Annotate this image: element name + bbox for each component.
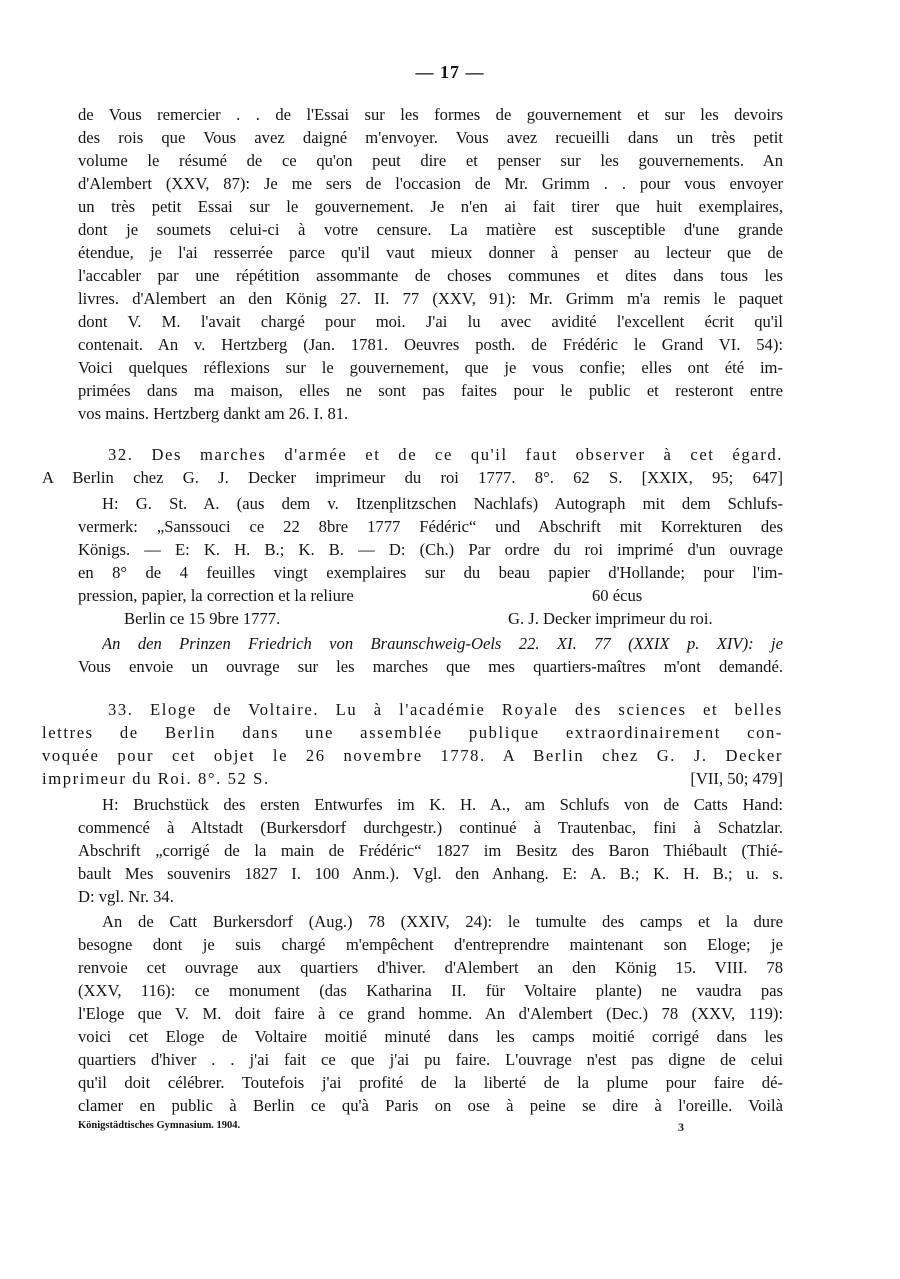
text-line: primées dans ma maison, elles ne sont pas faites pour le public et resteront entre bbox=[78, 381, 783, 400]
footer-publisher: Königstädtisches Gymnasium. 1904. bbox=[78, 1120, 241, 1131]
text-line: dont V. M. l'avait chargé pour moi. J'ai lu avec avidité l'excellent écrit qu'il bbox=[78, 312, 783, 331]
entry-title-line: 33. Eloge de Voltaire. Lu à l'académie Royale des sciences et belles bbox=[108, 700, 783, 719]
text-line: d'Alembert (XXV, 87): Je me sers de l'occasion de Mr. Grimm . . pour vous envoyer bbox=[78, 174, 783, 193]
date-line: Berlin ce 15 9bre 1777. bbox=[124, 609, 281, 628]
text-line: livres. d'Alembert an den König 27. II. 77 (XXV, 91): Mr. Grimm m'a remis le paquet bbox=[78, 289, 783, 308]
text-line: vos mains. Hertzberg dankt am 26. I. 81. bbox=[78, 404, 349, 423]
text-line: de Vous remercier . . de l'Essai sur les formes de gouvernement et sur les devoirs bbox=[78, 105, 783, 124]
quote-line: An den Prinzen Friedrich von Braunschweig-Oels 22. XI. 77 (XXIX p. XIV): je bbox=[102, 634, 783, 653]
text-line: An de Catt Burkersdorf (Aug.) 78 (XXIV, 24): le tumulte des camps et la dure bbox=[102, 912, 783, 931]
text-line: qu'il doit célébrer. Toutefois j'ai profité de la liberté de la plume pour faire dé- bbox=[78, 1073, 783, 1092]
reference-text: [VII, 50; 479] bbox=[690, 769, 783, 788]
text-line: bault Mes souvenirs 1827 I. 100 Anm.). Vgl. den Anhang. E: A. B.; K. H. B.; u. s. bbox=[78, 864, 783, 883]
text-line: commencé à Altstadt (Burkersdorf durchgestr.) continué à Trautenbac, fini à Schatzlar. bbox=[78, 818, 783, 837]
text-line: quartiers d'hiver . . j'ai fait ce que j'ai pu faire. L'ouvrage n'est pas digne de celui bbox=[78, 1050, 783, 1069]
text-line: renvoie cet ouvrage aux quartiers d'hiver. d'Alembert an den König 15. VIII. 78 bbox=[78, 958, 783, 977]
text-line: clamer en public à Berlin ce qu'à Paris on ose à peine se dire à l'oreille. Voilà bbox=[78, 1096, 783, 1115]
text-line: l'accabler par une répétition assommante de choses communes et dites dans tous les bbox=[78, 266, 783, 285]
entry-title-line: imprimeur du Roi. 8°. 52 S. bbox=[42, 769, 270, 788]
text-line: H: G. St. A. (aus dem v. Itzenplitzschen Nachlafs) Autograph mit dem Schlufs- bbox=[102, 494, 783, 513]
text-line: volume le résumé de ce qu'on peut dire et penser sur les gouvernements. An bbox=[78, 151, 783, 170]
text-line: besogne dont je suis chargé m'empêchent d'entreprendre maintenant son Eloge; je bbox=[78, 935, 783, 954]
text-line: un très petit Essai sur le gouvernement. Je n'en ai fait tirer que huit exemplaires, bbox=[78, 197, 783, 216]
signature-mark: 3 bbox=[678, 1120, 684, 1134]
entry-title-line: A Berlin chez G. J. Decker imprimeur du roi 1777. 8°. 62 S. [XXIX, 95; 647] bbox=[42, 468, 783, 487]
printer-line: G. J. Decker imprimeur du roi. bbox=[508, 609, 713, 628]
text-line: contenait. An v. Hertzberg (Jan. 1781. Oeuvres posth. de Frédéric le Grand VI. 54): bbox=[78, 335, 783, 354]
text-line: Voici quelques réflexions sur le gouvernement, que je vous confie; elles ont été im- bbox=[78, 358, 783, 377]
text-line: étendue, je l'ai resserrée parce qu'il vaut mieux donner à penser au lecteur que de bbox=[78, 243, 783, 262]
entry-title-line: 32. Des marches d'armée et de ce qu'il faut observer à cet égard. bbox=[108, 445, 783, 464]
text-line: l'Eloge que V. M. doit faire à ce grand homme. An d'Alembert (Dec.) 78 (XXV, 119): bbox=[78, 1004, 783, 1023]
quote-line: Vous envoie un ouvrage sur les marches que mes quartiers-maîtres m'ont demandé. bbox=[78, 657, 783, 676]
text-line: vermerk: „Sanssouci ce 22 8bre 1777 Fédéric“ und Abschrift mit Korrekturen des bbox=[78, 517, 783, 536]
text-line: pression, papier, la correction et la reliure bbox=[78, 586, 354, 605]
entry-title-line: lettres de Berlin dans une assemblée publique extraordinairement con- bbox=[42, 723, 783, 742]
text-line: dont je soumets celui-ci à votre censure. La matière est susceptible d'une grande bbox=[78, 220, 783, 239]
page-number: — 17 — bbox=[415, 62, 485, 82]
page-footer bbox=[78, 1120, 783, 1138]
entry-title-line: voquée pour cet objet le 26 novembre 1778. A Berlin chez G. J. Decker bbox=[42, 746, 783, 765]
text-line: (XXV, 116): ce monument (das Katharina II. für Voltaire plante) ne vaudra pas bbox=[78, 981, 783, 1000]
text-line: H: Bruchstück des ersten Entwurfes im K. H. A., am Schlufs von de Catts Hand: bbox=[102, 795, 783, 814]
text-line: voici cet Eloge de Voltaire moitié minuté dans les camps moitié corrigé dans les bbox=[78, 1027, 783, 1046]
text-line: Königs. — E: K. H. B.; K. B. — D: (Ch.) Par ordre du roi imprimé d'un ouvrage bbox=[78, 540, 783, 559]
text-line: D: vgl. Nr. 34. bbox=[78, 887, 174, 906]
text-line: en 8° de 4 feuilles vingt exemplaires sur du beau papier d'Hollande; pour l'im- bbox=[78, 563, 783, 582]
price-text: 60 écus bbox=[592, 586, 643, 605]
text-line: des rois que Vous avez daigné m'envoyer. Vous avez recueilli dans un très petit bbox=[78, 128, 783, 147]
text-line: Abschrift „corrigé de la main de Frédéric“ 1827 im Besitz des Baron Thiébault (Thié- bbox=[78, 841, 783, 860]
